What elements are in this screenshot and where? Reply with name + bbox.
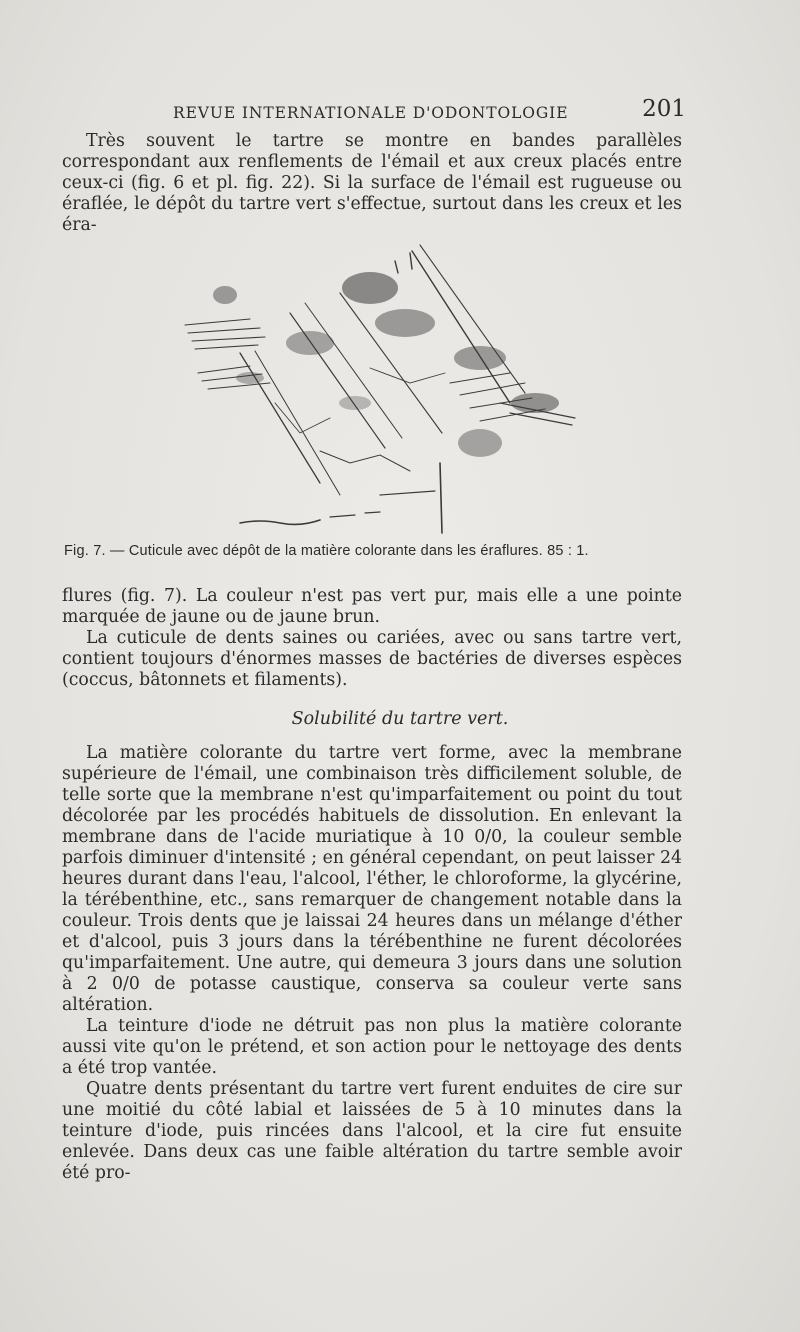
page-header (60, 96, 686, 126)
running-head: REVUE INTERNATIONALE D'ODONTOLOGIE (173, 104, 569, 122)
figure-cuticle-illustration (180, 233, 590, 543)
intro-text (62, 131, 682, 236)
section-heading: Solubilité du tartre vert. (291, 709, 509, 729)
paragraph: La matière colorante du tartre vert forme, avec la membrane supérieure de l'émail, une combinaison très difficilement soluble, de telle sorte que la membrane n'est qu'imparfaitement ou point du tout décolorée par les procédés habituels de dissolution. En enlevant la membrane dans de l'acide muriatique à 10 0/0, la couleur semble parfois diminuer d'intensité ; en général cependant, on peut laisser 24 heures durant dans l'eau, l'alcool, l'éther, le chloroforme, la glycérine, la térébenthine, etc., sans remarquer de changement notable dans la couleur. Trois dents que je laissai 24 heures dans un mélange d'éther et d'alcool, puis 3 jours dans la térébenthine ne furent décolorées qu'imparfaitement. Une autre, qui demeura 3 jours dans une solution à 2 0/0 de potasse caustique, conserva sa couleur verte sans altération. (62, 743, 682, 1015)
paragraph: La cuticule de dents saines ou cariées, avec ou sans tartre vert, contient toujours d'énormes masses de bactéries de diverses espèces (coccus, bâtonnets et filaments). (62, 628, 682, 690)
figure-caption: Fig. 7. — Cuticule avec dépôt de la matière colorante dans les éraflures. 85 : 1. (64, 543, 589, 559)
paragraph: La teinture d'iode ne détruit pas non plus la matière colorante aussi vite qu'on le prétend, et son action pour le nettoyage des dents a été trop vantée. (62, 1016, 682, 1078)
paragraph: flures (fig. 7). La couleur n'est pas vert pur, mais elle a une pointe marquée de jaune ou de jaune brun. (62, 586, 682, 627)
body-text (62, 586, 682, 691)
section-text (62, 743, 682, 1184)
paragraph: Très souvent le tartre se montre en bandes parallèles correspondant aux renflements de l'émail et aux creux placés entre ceux-ci (fig. 6 et pl. fig. 22). Si la surface de l'émail est rugueuse ou éraflée, le dépôt du tartre vert s'effectue, surtout dans les creux et les éra- (62, 131, 682, 235)
page-number: 201 (642, 96, 686, 122)
paragraph: Quatre dents présentant du tartre vert furent enduites de cire sur une moitié du côté labial et laissées de 5 à 10 minutes dans la teinture d'iode, puis rincées dans l'alcool, et la cire fut ensuite enlevée. Dans deux cas une faible altération du tartre semble avoir été pro- (62, 1079, 682, 1183)
